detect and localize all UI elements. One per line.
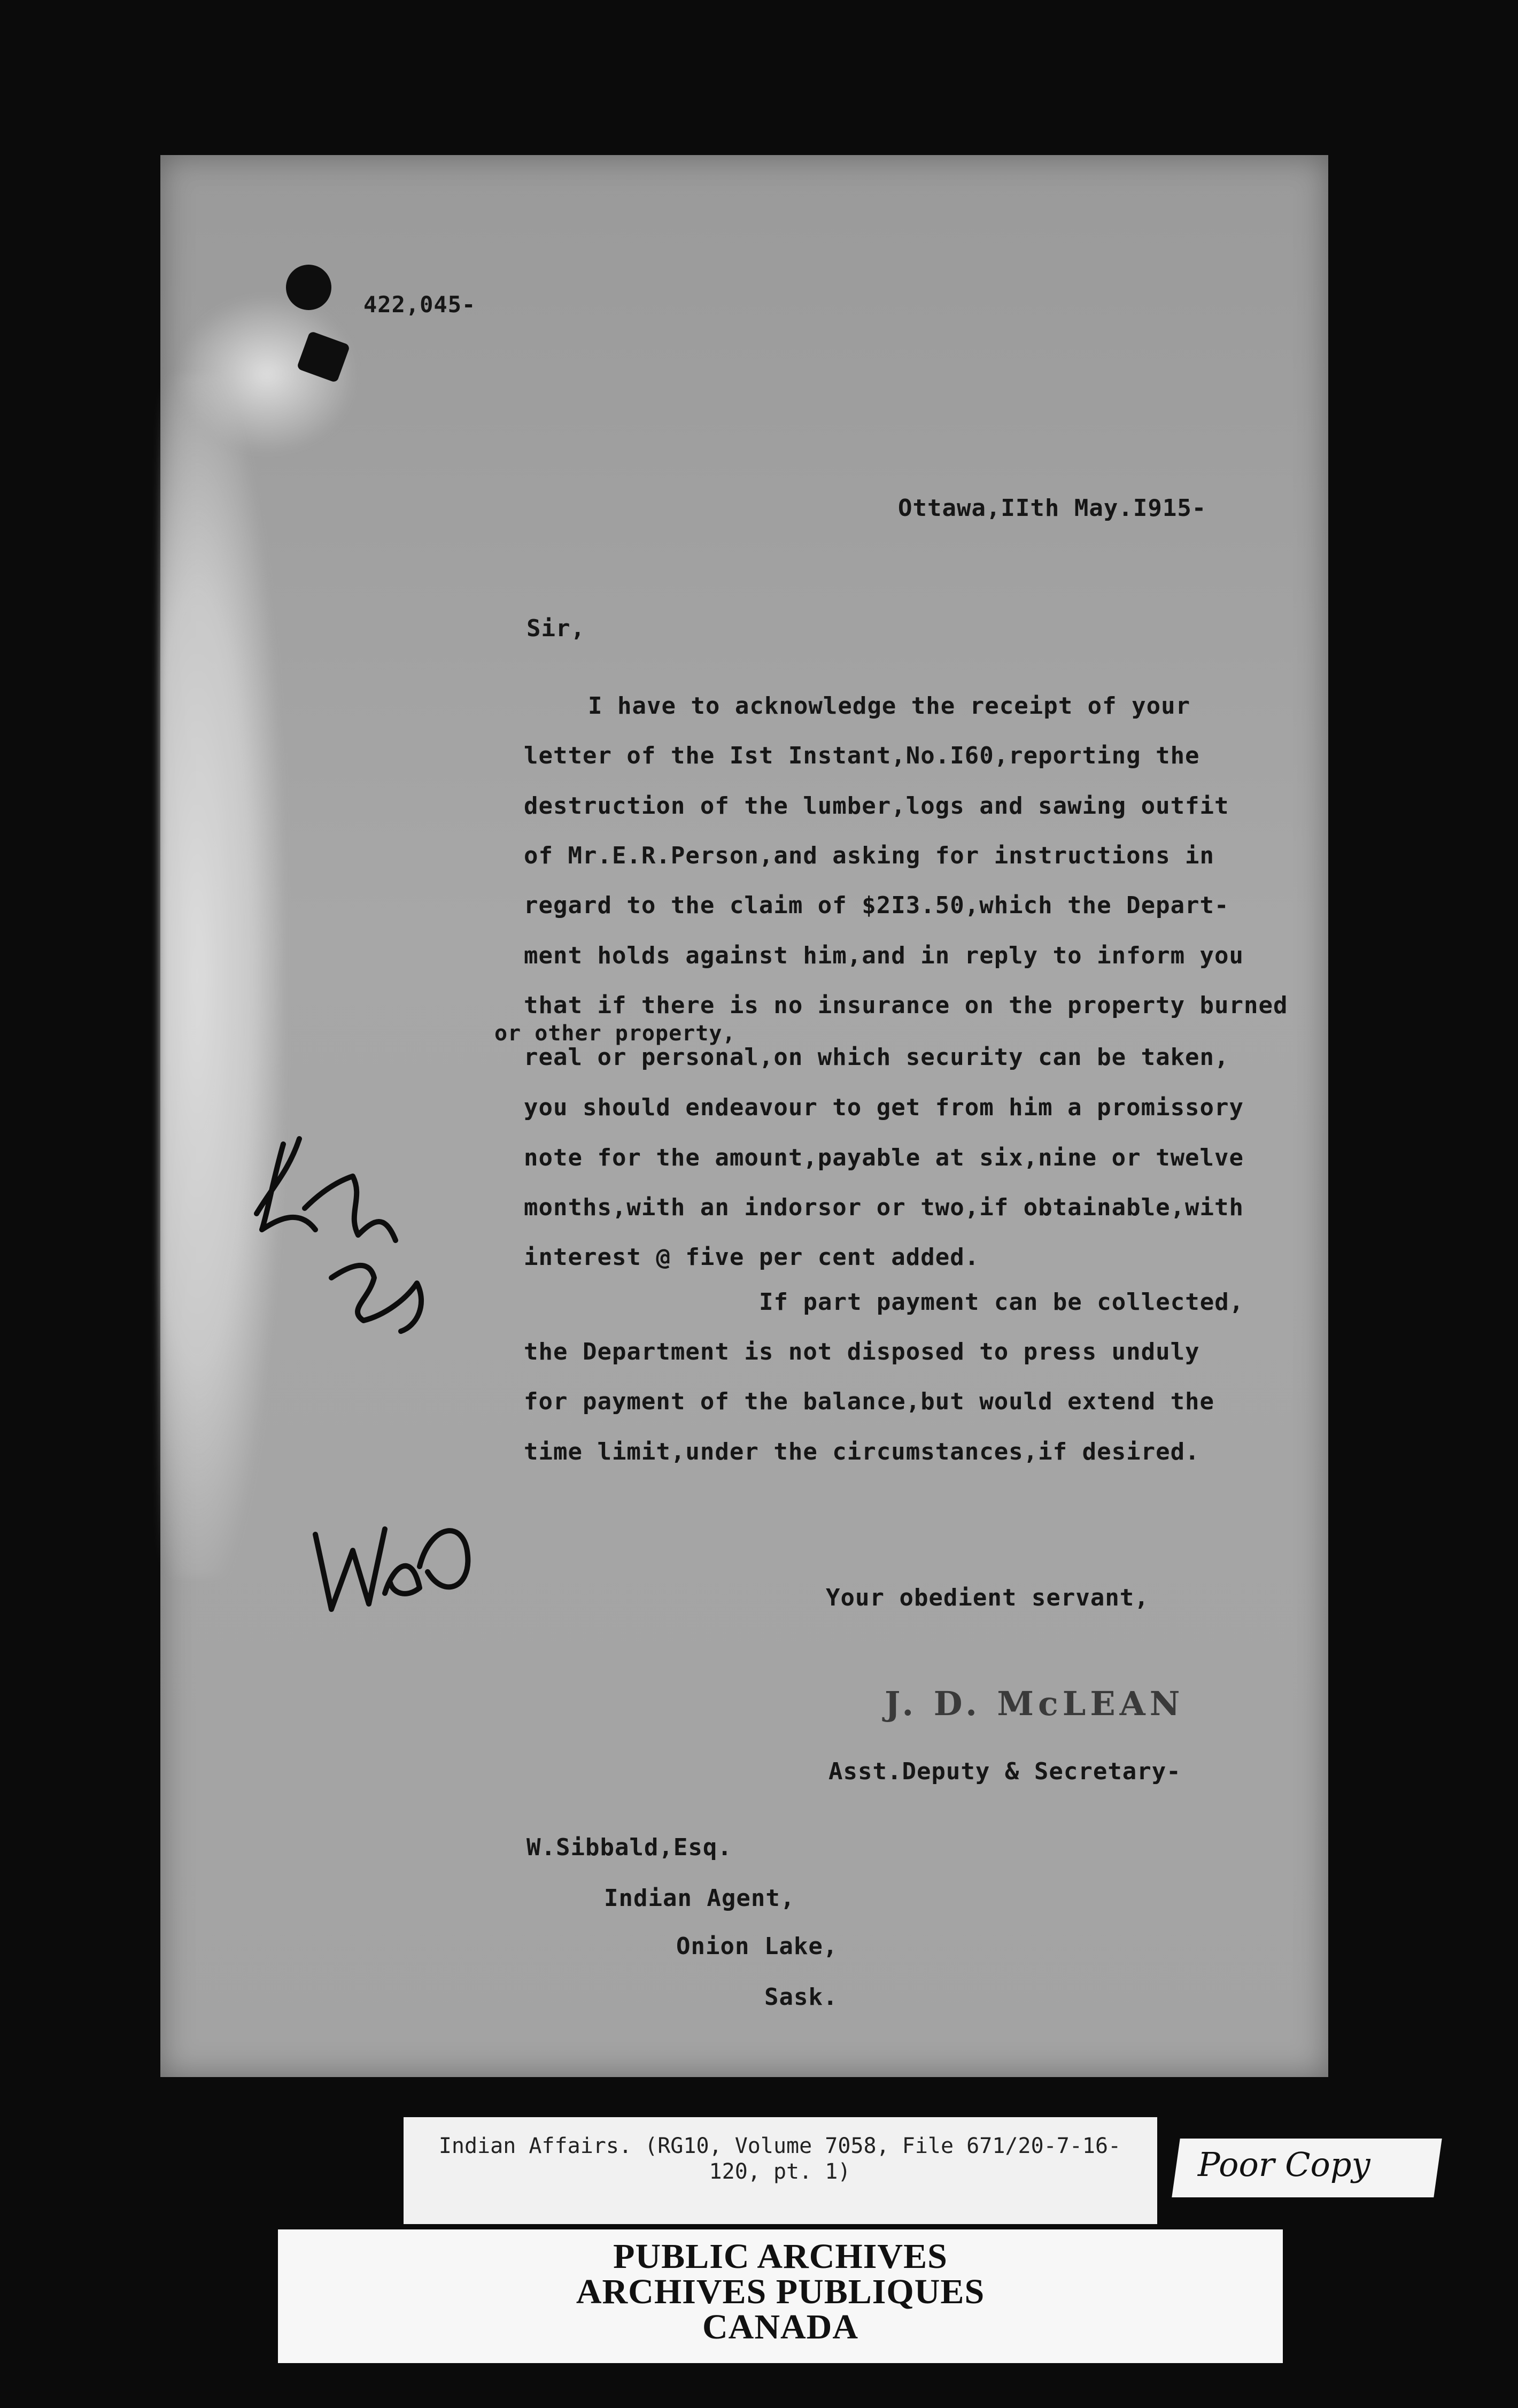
- archives-line: PUBLIC ARCHIVES: [613, 2237, 948, 2276]
- body-line: ment holds against him,and in reply to inform you: [524, 942, 1244, 969]
- poor-copy-note: [1172, 2139, 1442, 2197]
- punch-hole: [286, 265, 331, 310]
- body-line-insert: or other property,: [494, 1021, 736, 1046]
- archives-line: ARCHIVES PUBLIQUES: [576, 2272, 985, 2311]
- signature-stamp: J. D. McLEAN: [885, 1684, 1184, 1723]
- archives-line: CANADA: [702, 2307, 858, 2347]
- torn-edge: [160, 374, 283, 1577]
- archives-stamp: [278, 2229, 1283, 2363]
- body-line: interest @ five per cent added.: [524, 1244, 980, 1271]
- body-line: destruction of the lumber,logs and sawing outfit: [524, 792, 1229, 820]
- body-line: If part payment can be collected,: [759, 1288, 1244, 1316]
- body-line: regard to the claim of $2I3.50,which the Depart-: [524, 892, 1229, 919]
- body-line: for payment of the balance,but would extend the: [524, 1388, 1215, 1415]
- body-line: of Mr.E.R.Person,and asking for instructions in: [524, 842, 1215, 869]
- addressee-line: Sask.: [764, 1983, 838, 2011]
- body-line: you should endeavour to get from him a promissory: [524, 1094, 1244, 1121]
- body-line: that if there is no insurance on the property burned: [524, 992, 1288, 1019]
- archive-reference-card: [404, 2117, 1157, 2224]
- body-line: months,with an indorsor or two,if obtainable,with: [524, 1194, 1244, 1221]
- body-line: I have to acknowledge the receipt of your: [588, 692, 1191, 720]
- body-line: time limit,under the circumstances,if desired.: [524, 1438, 1200, 1465]
- addressee-line: W.Sibbald,Esq.: [526, 1834, 732, 1861]
- addressee-line: Onion Lake,: [676, 1933, 838, 1960]
- poor-copy-text: Poor Copy: [1197, 2145, 1370, 2184]
- dateline: Ottawa,IIth May.I915-: [898, 495, 1207, 522]
- body-line: the Department is not disposed to press unduly: [524, 1338, 1200, 1365]
- addressee-line: Indian Agent,: [604, 1885, 795, 1912]
- file-number: 422,045-: [363, 291, 476, 318]
- body-line: note for the amount,payable at six,nine or twelve: [524, 1144, 1244, 1171]
- salutation: Sir,: [526, 615, 585, 642]
- archive-reference: Indian Affairs. (RG10, Volume 7058, File 671/20-7-16-120, pt. 1): [438, 2134, 1121, 2184]
- signatory-title: Asst.Deputy & Secretary-: [828, 1758, 1181, 1785]
- closing: Your obedient servant,: [826, 1584, 1149, 1611]
- body-line: real or personal,on which security can be taken,: [524, 1044, 1229, 1071]
- body-line: letter of the Ist Instant,No.I60,reporting the: [524, 742, 1200, 769]
- handwritten-initials: [305, 1486, 481, 1625]
- handwritten-scrawl: [224, 1107, 449, 1342]
